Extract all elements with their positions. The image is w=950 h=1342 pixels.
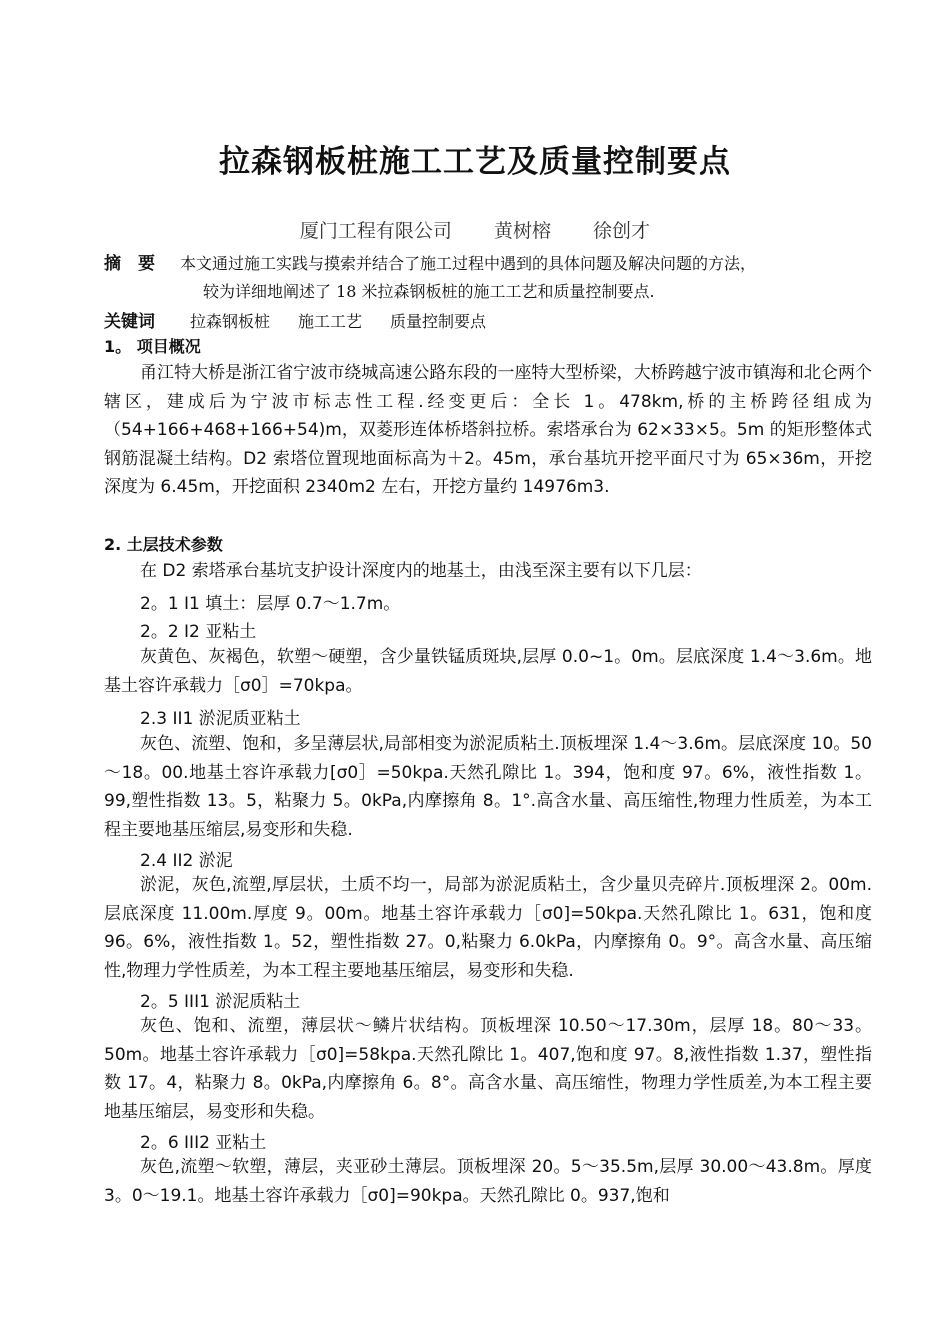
abstract-line-1 [104, 249, 874, 274]
layer-2-1: 2。1 I1 填土：层厚 0.7～1.7m。 [140, 594, 401, 614]
section-1-paragraph: 甬江特大桥是浙江省宁波市绕城高速公路东段的一座特大型桥梁，大桥跨越宁波市镇海和北仑两个辖区，建成后为宁波市标志性工程.经变更后：全长 1。478km,桥的主桥跨径组成为（54+166+468+166+54)m，双菱形连体桥塔斜拉桥。索塔承台为 62×33×5。5m 的矩形整体式钢筋混凝土结构。D2 索塔位置现地面标高为＋2。45m，承台基坑开挖平面尺寸为 65×36m，开挖深度为 6.45m，开挖面积 2340m2 左右，开挖方量约 14976m3. [104, 363, 872, 497]
abstract-text-1: 本文通过施工实践与摸索并结合了施工过程中遇到的具体问题及解决问题的方法， [180, 254, 757, 273]
layer-2-4-heading: 2.4 II2 淤泥 [140, 851, 233, 871]
author-organization: 厦门工程有限公司 [299, 220, 452, 242]
section-2-intro: 在 D2 索塔承台基坑支护设计深度内的地基土，由浅至深主要有以下几层： [140, 561, 702, 581]
author-name-1: 黄树榕 [493, 220, 551, 242]
layer-2-3-text: 灰色、流塑、饱和，多呈薄层状,局部相变为淤泥质粘土.顶板埋深 1.4～3.6m。层底深度 10。50～18。00.地基土容许承载力[σ0］=50kpa.天然孔隙比 1。394，饱和度 97。6%，液性指数 1。99,塑性指数 13。5，粘聚力 5。0kPa,内摩擦角 8。1°.高含水量、高压缩性,物理力性质差，为本工程主要地基压缩层,易变形和失稳. [104, 734, 872, 840]
author-name-2: 徐创才 [593, 220, 651, 242]
layer-2-6-heading: 2。6 III2 亚粘土 [140, 1133, 267, 1153]
section-1-heading: 1。 项目概况 [104, 337, 201, 356]
layer-2-6-text: 灰色,流塑～软塑，薄层，夹亚砂土薄层。顶板埋深 20。5～35.5m,层厚 30.00～43.8m。厚度 3。0～19.1。地基土容许承载力［σ0]=90kpa。天然孔隙比 0。937,饱和 [104, 1157, 872, 1206]
keyword-3: 质量控制要点 [390, 312, 487, 331]
document-title: 拉森钢板桩施工工艺及质量控制要点 [219, 144, 731, 180]
layer-2-2-heading: 2。2 I2 亚粘土 [140, 622, 257, 642]
layer-2-3-heading: 2.3 II1 淤泥质亚粘土 [140, 709, 301, 729]
keyword-1: 拉森钢板桩 [190, 312, 271, 331]
abstract-label: 摘 要 [104, 254, 155, 274]
author-line [0, 216, 950, 243]
layer-2-4-text: 淤泥，灰色,流塑,厚层状，土质不均一，局部为淤泥质粘土，含少量贝壳碎片.顶板埋深 2。00m.层底深度 11.00m.厚度 9。00m。地基土容许承载力［σ0]=50kpa.天然孔隙比 1。631，饱和度 96。6%，液性指数 1。52，塑性指数 27。0,粘聚力 6.0kPa，内摩擦角 0。9°。高含水量、高压缩性,物理力学性质差，为本工程主要地基压缩层，易变形和失稳. [104, 875, 872, 981]
layer-2-5-heading: 2。5 III1 淤泥质粘土 [140, 992, 301, 1012]
abstract-line-2 [203, 279, 883, 302]
layer-2-5-text: 灰色、饱和、流塑，薄层状～鳞片状结构。顶板埋深 10.50～17.30m，层厚 18。80～33。50m。地基土容许承载力［σ0]=58kpa.天然孔隙比 1。407,饱和度 97。8,液性指数 1.37，塑性指数 17。4，粘聚力 8。0kPa,内摩擦角 6。8°。高含水量、高压缩性，物理力学性质差,为本工程主要地基压缩层，易变形和失稳。 [104, 1016, 872, 1122]
keywords-line [104, 307, 874, 332]
abstract-text-2: 较为详细地阐述了 18 米拉森钢板桩的施工工艺和质量控制要点. [203, 282, 655, 301]
keywords-label: 关键词 [104, 312, 155, 332]
keyword-2: 施工工艺 [298, 312, 363, 331]
section-2-heading: 2. 土层技术参数 [104, 535, 223, 554]
layer-2-2-text: 灰黄色、灰褐色，软塑～硬塑，含少量铁锰质斑块,层厚 0.0~1。0m。层底深度 1.4～3.6m。地基土容许承载力［σ0］=70kpa。 [104, 647, 872, 696]
